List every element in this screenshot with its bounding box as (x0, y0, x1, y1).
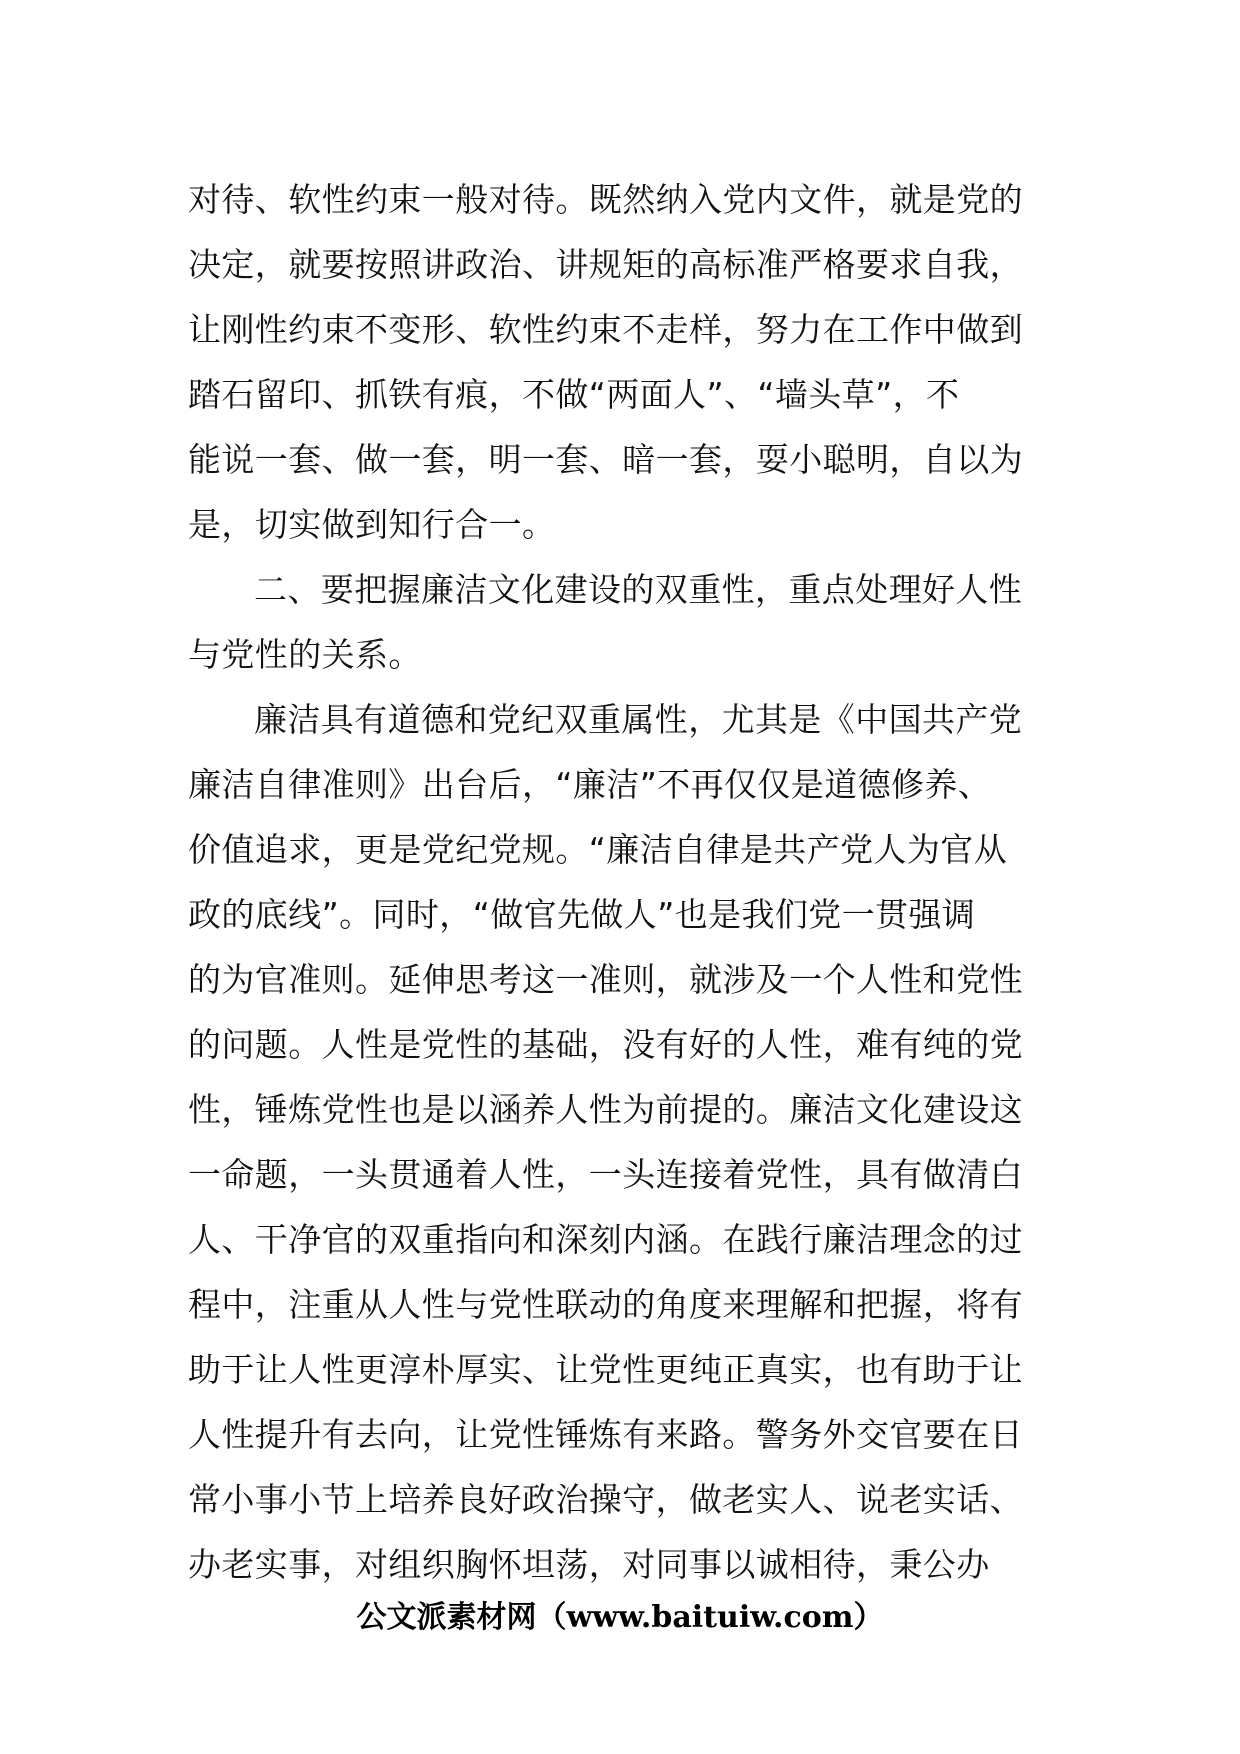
text-line: 的为官准则。延伸思考这一准则，就涉及一个人性和党性 (188, 960, 1023, 999)
text-line: 对待、软性约束一般对待。既然纳入党内文件，就是党的 (188, 180, 1023, 219)
text-line: 廉洁自律准则》出台后，“廉洁”不再仅仅是道德修养、 (188, 765, 992, 804)
text-line: 常小事小节上培养良好政治操守，做老实人、说老实话、 (188, 1480, 1023, 1519)
paragraph-body (188, 687, 1048, 1597)
document-body (188, 167, 1048, 1597)
text-line: 性，锤炼党性也是以涵养人性为前提的。廉洁文化建设这 (188, 1090, 1023, 1129)
text-line: 程中，注重从人性与党性联动的角度来理解和把握，将有 (188, 1285, 1023, 1324)
text-line: 是，切实做到知行合一。 (188, 505, 556, 544)
text-line: 让刚性约束不变形、软性约束不走样，努力在工作中做到 (188, 310, 1023, 349)
text-line: 助于让人性更淳朴厚实、让党性更纯正真实，也有助于让 (188, 1350, 1023, 1389)
text-line: 办老实事，对组织胸怀坦荡，对同事以诚相待，秉公办 (188, 1545, 990, 1584)
text-line: 踏石留印、抓铁有痕，不做“两面人”、“墙头草”，不 (188, 375, 960, 414)
text-line: 廉洁具有道德和党纪双重属性，尤其是《中国共产党 (254, 700, 1023, 739)
section-heading (188, 557, 1048, 687)
text-line: 一命题，一头贯通着人性，一头连接着党性，具有做清白 (188, 1155, 1023, 1194)
text-line: 价值追求，更是党纪党规。“廉洁自律是共产党人为官从 (188, 830, 1008, 869)
paragraph-continuation (188, 167, 1048, 557)
heading-line: 二、要把握廉洁文化建设的双重性，重点处理好人性 (254, 570, 1023, 609)
text-line: 的问题。人性是党性的基础，没有好的人性，难有纯的党 (188, 1025, 1023, 1064)
text-line: 人、干净官的双重指向和深刻内涵。在践行廉洁理念的过 (188, 1220, 1023, 1259)
text-line: 能说一套、做一套，明一套、暗一套，耍小聪明，自以为 (188, 440, 1023, 479)
text-line: 人性提升有去向，让党性锤炼有来路。警务外交官要在日 (188, 1415, 1023, 1454)
footer-watermark: 公文派素材网（www.baituiw.com） (356, 1600, 884, 1635)
heading-line: 与党性的关系。 (188, 635, 422, 674)
text-line: 决定，就要按照讲政治、讲规矩的高标准严格要求自我， (188, 245, 1023, 284)
text-line: 政的底线”。同时，“做官先做人”也是我们党一贯强调 (188, 895, 976, 934)
